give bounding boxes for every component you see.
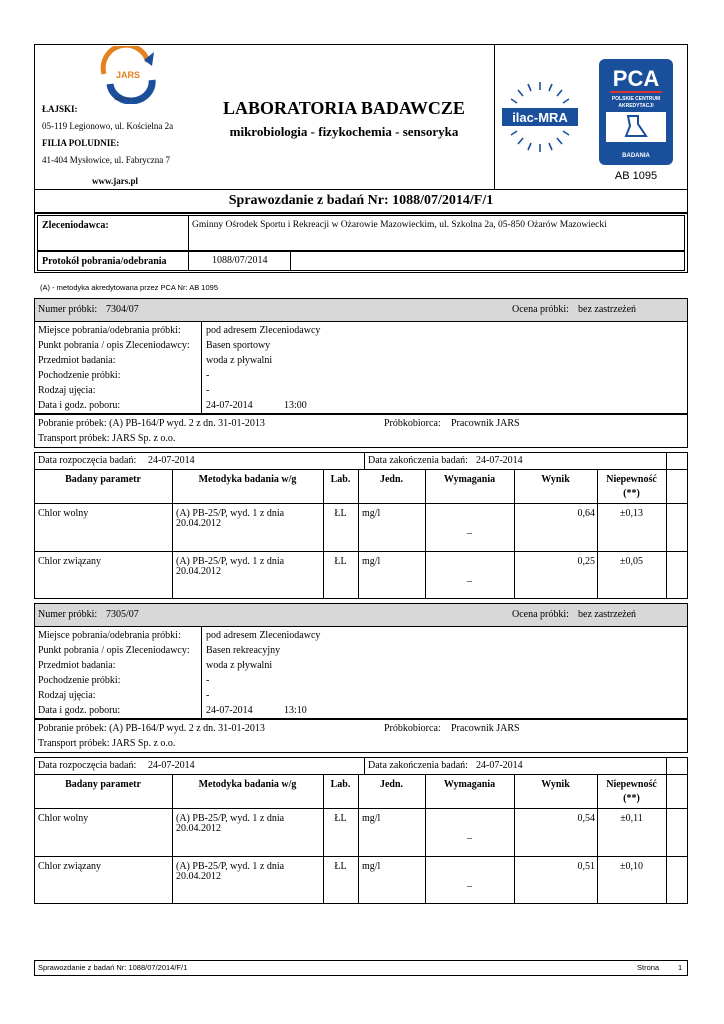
pca-line2: AKREDYTACJI bbox=[618, 103, 654, 109]
client-label: Zleceniodawca: bbox=[42, 220, 109, 231]
requirement: – bbox=[467, 576, 472, 587]
result-value: 0,54 bbox=[577, 813, 595, 824]
pca-title: PCA bbox=[612, 66, 660, 91]
pca-number: AB 1095 bbox=[614, 170, 658, 182]
info-label-type: Rodzaj ujęcia: bbox=[38, 690, 96, 701]
info-value-date: 24-07-2014 bbox=[206, 400, 253, 411]
sample-info-divider bbox=[201, 626, 202, 719]
uncertainty-value: ±0,11 bbox=[620, 813, 643, 824]
ilac-text: ilac-MRA bbox=[512, 110, 568, 125]
info-value-origin: - bbox=[206, 675, 210, 686]
end-date-label: Data zakończenia badań: bbox=[368, 455, 468, 466]
client-value: Gminny Ośrodek Sportu i Rekreacji w Ożarowie Mazowieckim, ul. Szkolna 2a, 05-850 Ożarów Mazowiecki bbox=[192, 220, 607, 230]
rating-label: Ocena próbki: bbox=[512, 304, 569, 315]
sampling-method: Pobranie próbek: (A) PB-164/P wyd. 2 z dn. 31-01-2013 bbox=[38, 723, 265, 734]
param-name: Chlor związany bbox=[38, 556, 102, 567]
info-value-subject: woda z pływalni bbox=[206, 355, 273, 366]
table-header-param: Badany parametr bbox=[65, 779, 141, 790]
sampler-value: Pracownik JARS bbox=[451, 418, 520, 429]
dates-divider-2 bbox=[666, 757, 667, 775]
info-label-origin: Pochodzenie próbki: bbox=[38, 370, 121, 381]
method-line2: 20.04.2012 bbox=[176, 566, 221, 577]
method-line1: (A) PB-25/P, wyd. 1 z dnia bbox=[176, 508, 285, 519]
uncertainty-value: ±0,13 bbox=[620, 508, 643, 519]
lab-subtitle: mikrobiologia - fizykochemia - sensoryka bbox=[229, 124, 459, 139]
table-col-divider bbox=[666, 469, 667, 599]
table-header-unit: Jedn. bbox=[379, 474, 404, 485]
table-header-unit: Jedn. bbox=[379, 779, 404, 790]
info-label-point: Punkt pobrania / opis Zleceniodawcy: bbox=[38, 340, 190, 351]
table-col-divider bbox=[514, 774, 515, 904]
table-header-req: Wymagania bbox=[443, 474, 496, 485]
method-line1: (A) PB-25/P, wyd. 1 z dnia bbox=[176, 813, 285, 824]
transport-note: Transport próbek: JARS Sp. z o.o. bbox=[38, 433, 176, 444]
info-value-type: - bbox=[206, 690, 210, 701]
table-col-divider bbox=[172, 469, 173, 599]
branch2-title: FILIA POLUDNIE: bbox=[42, 138, 120, 148]
start-date: 24-07-2014 bbox=[148, 760, 195, 771]
method-line1: (A) PB-25/P, wyd. 1 z dnia bbox=[176, 556, 285, 567]
end-date: 24-07-2014 bbox=[476, 760, 523, 771]
table-col-divider bbox=[323, 469, 324, 599]
branch1-title: ŁAJSKI: bbox=[42, 104, 78, 114]
param-name: Chlor wolny bbox=[38, 508, 89, 519]
result-value: 0,64 bbox=[577, 508, 595, 519]
table-row-divider bbox=[34, 856, 688, 857]
sample-number-label: Numer próbki: bbox=[38, 304, 98, 315]
method-line2: 20.04.2012 bbox=[176, 871, 221, 882]
info-value-type: - bbox=[206, 385, 210, 396]
sample-info-divider bbox=[201, 321, 202, 414]
protocol-label: Protokół pobrania/odebrania bbox=[42, 256, 167, 267]
info-label-type: Rodzaj ujęcia: bbox=[38, 385, 96, 396]
header-divider bbox=[494, 44, 495, 190]
accreditation-note: (A) - metodyka akredytowana przez PCA Nr: AB 1095 bbox=[40, 283, 218, 292]
table-col-divider bbox=[666, 774, 667, 904]
start-date: 24-07-2014 bbox=[148, 455, 195, 466]
table-header-uncertainty-note: (**) bbox=[623, 793, 640, 804]
table-col-divider bbox=[358, 774, 359, 904]
method-line2: 20.04.2012 bbox=[176, 518, 221, 529]
unit: mg/l bbox=[362, 813, 381, 824]
uncertainty-value: ±0,05 bbox=[620, 556, 643, 567]
sampling-method: Pobranie próbek: (A) PB-164/P wyd. 2 z dn. 31-01-2013 bbox=[38, 418, 265, 429]
sampler-label: Próbkobiorca: bbox=[384, 723, 441, 734]
table-header-lab: Lab. bbox=[330, 779, 351, 790]
table-header-param: Badany parametr bbox=[65, 474, 141, 485]
branch1-address: 05-119 Legionowo, ul. Kościelna 2a bbox=[42, 121, 174, 131]
rating-label: Ocena próbki: bbox=[512, 609, 569, 620]
dates-divider-2 bbox=[666, 452, 667, 470]
dates-divider bbox=[364, 452, 365, 470]
protocol-value: 1088/07/2014 bbox=[212, 255, 268, 266]
lab-code: ŁL bbox=[334, 813, 347, 824]
start-date-label: Data rozpoczęcia badań: bbox=[38, 455, 137, 466]
info-value-origin: - bbox=[206, 370, 210, 381]
result-value: 0,25 bbox=[577, 556, 595, 567]
unit: mg/l bbox=[362, 861, 381, 872]
requirement: – bbox=[467, 528, 472, 539]
uncertainty-value: ±0,10 bbox=[620, 861, 643, 872]
table-header-divider bbox=[34, 503, 688, 504]
table-header-uncertainty: Niepewność bbox=[606, 474, 657, 485]
end-date-label: Data zakończenia badań: bbox=[368, 760, 468, 771]
info-label-origin: Pochodzenie próbki: bbox=[38, 675, 121, 686]
website-link[interactable]: www.jars.pl bbox=[92, 176, 139, 186]
lab-code: ŁL bbox=[334, 508, 347, 519]
info-label-subject: Przedmiot badania: bbox=[38, 355, 116, 366]
info-label-subject: Przedmiot badania: bbox=[38, 660, 116, 671]
info-value-time: 13:10 bbox=[284, 705, 307, 716]
table-header-uncertainty: Niepewność bbox=[606, 779, 657, 790]
info-value-point: Basen sportowy bbox=[206, 340, 271, 351]
results-table bbox=[34, 774, 688, 904]
table-col-divider bbox=[172, 774, 173, 904]
pca-line3: BADANIA bbox=[622, 153, 650, 159]
info-value-place: pod adresem Zleceniodawcy bbox=[206, 325, 321, 336]
result-value: 0,51 bbox=[577, 861, 595, 872]
branch2-address: 41-404 Mysłowice, ul. Fabryczna 7 bbox=[42, 155, 170, 165]
results-table bbox=[34, 469, 688, 599]
info-value-point: Basen rekreacyjny bbox=[206, 645, 281, 656]
report-title: Sprawozdanie z badań Nr: 1088/07/2014/F/1 bbox=[228, 193, 494, 208]
unit: mg/l bbox=[362, 508, 381, 519]
logo-sub: JARS Sp. z o.o. bbox=[113, 96, 143, 101]
logo-text: JARS bbox=[115, 70, 141, 80]
transport-note: Transport próbek: JARS Sp. z o.o. bbox=[38, 738, 176, 749]
rating-value: bez zastrzeżeń bbox=[578, 609, 637, 620]
lab-title: LABORATORIA BADAWCZE bbox=[223, 98, 465, 118]
sample-number-label: Numer próbki: bbox=[38, 609, 98, 620]
footer-page-number: 1 bbox=[678, 963, 683, 972]
footer-report-no: Sprawozdanie z badań Nr: 1088/07/2014/F/1 bbox=[38, 963, 188, 972]
info-label-date: Data i godz. poboru: bbox=[38, 400, 121, 411]
lab-code: ŁL bbox=[334, 861, 347, 872]
table-header-method: Metodyka badania w/g bbox=[198, 474, 297, 485]
table-header-lab: Lab. bbox=[330, 474, 351, 485]
info-label-place: Miejsce pobrania/odebrania próbki: bbox=[38, 325, 181, 336]
start-date-label: Data rozpoczęcia badań: bbox=[38, 760, 137, 771]
info-label-date: Data i godz. poboru: bbox=[38, 705, 121, 716]
dates-divider bbox=[364, 757, 365, 775]
requirement: – bbox=[467, 881, 472, 892]
info-value-date: 24-07-2014 bbox=[206, 705, 253, 716]
table-header-result: Wynik bbox=[541, 474, 570, 485]
info-value-place: pod adresem Zleceniodawcy bbox=[206, 630, 321, 641]
requirement: – bbox=[467, 833, 472, 844]
param-name: Chlor związany bbox=[38, 861, 102, 872]
table-header-result: Wynik bbox=[541, 779, 570, 790]
protocol-divider bbox=[290, 251, 291, 271]
footer-page-label: Strona bbox=[637, 963, 660, 972]
sampler-label: Próbkobiorca: bbox=[384, 418, 441, 429]
end-date: 24-07-2014 bbox=[476, 455, 523, 466]
unit: mg/l bbox=[362, 556, 381, 567]
table-col-divider bbox=[514, 469, 515, 599]
table-header-divider bbox=[34, 808, 688, 809]
jars-logo bbox=[88, 46, 168, 104]
lab-code: ŁL bbox=[334, 556, 347, 567]
sample-number: 7305/07 bbox=[106, 609, 139, 620]
info-label-point: Punkt pobrania / opis Zleceniodawcy: bbox=[38, 645, 190, 656]
info-value-time: 13:00 bbox=[284, 400, 307, 411]
table-row-divider bbox=[34, 551, 688, 552]
sampler-value: Pracownik JARS bbox=[451, 723, 520, 734]
method-line1: (A) PB-25/P, wyd. 1 z dnia bbox=[176, 861, 285, 872]
rating-value: bez zastrzeżeń bbox=[578, 304, 637, 315]
table-col-divider bbox=[323, 774, 324, 904]
param-name: Chlor wolny bbox=[38, 813, 89, 824]
table-header-uncertainty-note: (**) bbox=[623, 488, 640, 499]
pca-logo bbox=[598, 58, 674, 170]
method-line2: 20.04.2012 bbox=[176, 823, 221, 834]
info-label-place: Miejsce pobrania/odebrania próbki: bbox=[38, 630, 181, 641]
table-header-method: Metodyka badania w/g bbox=[198, 779, 297, 790]
sample-number: 7304/07 bbox=[106, 304, 139, 315]
ilac-mra-logo bbox=[498, 74, 582, 160]
pca-line1: POLSKIE CENTRUM bbox=[611, 96, 661, 102]
info-value-subject: woda z pływalni bbox=[206, 660, 273, 671]
table-col-divider bbox=[358, 469, 359, 599]
table-header-req: Wymagania bbox=[443, 779, 496, 790]
